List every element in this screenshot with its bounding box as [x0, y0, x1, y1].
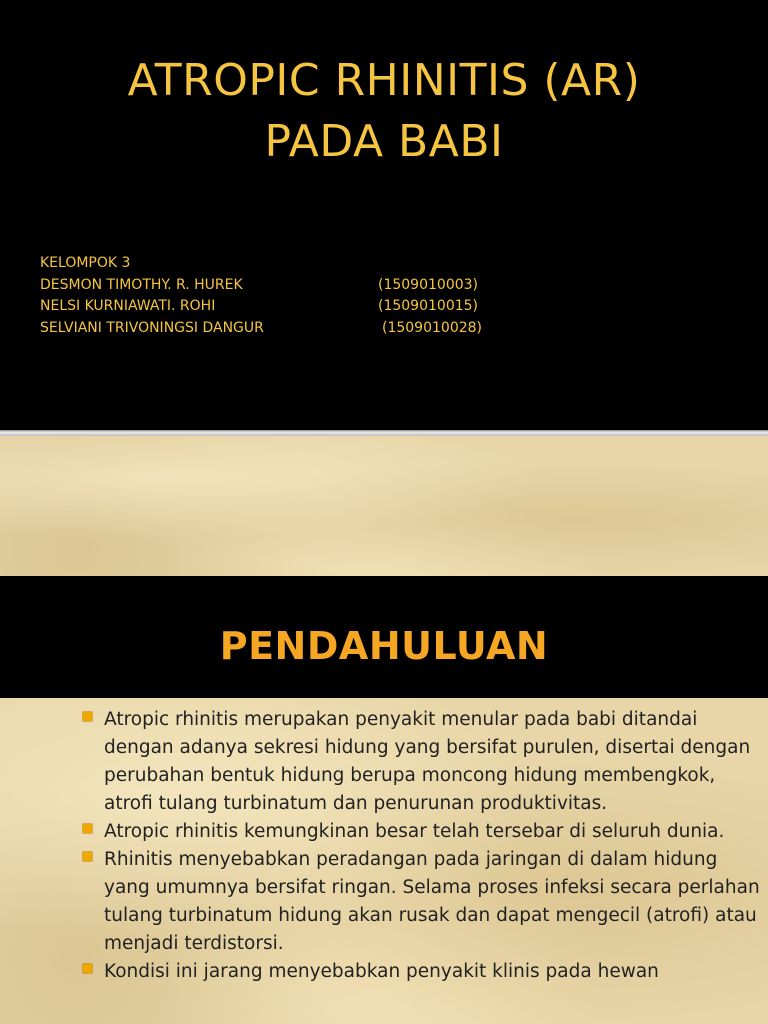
author-name: DESMON TIMOTHY. R. HUREK	[40, 276, 243, 293]
slide-title	[0, 50, 768, 172]
bullet-item: Kondisi ini jarang menyebabkan penyakit klinis pada hewan	[78, 958, 768, 986]
section-title: PENDAHULUAN	[219, 624, 549, 668]
bullet-list	[78, 706, 768, 986]
group-label: KELOMPOK 3	[40, 255, 131, 271]
bullet-item: Rhinitis menyebabkan peradangan pada jaringan di dalam hidung yang umumnya bersifat ringan. Selama proses infeksi secara perlahan tulang turbinatum hidung akan rusak dan dapat mengecil (atrofi) atau menjadi terdistorsi.	[78, 846, 768, 958]
author-row	[40, 275, 478, 297]
author-nim: (1509010028)	[382, 319, 482, 336]
author-row	[40, 318, 482, 340]
title-slide	[0, 0, 768, 430]
author-row	[40, 296, 478, 318]
author-name: NELSI KURNIAWATI. ROHI	[40, 298, 216, 314]
author-nim: (1509010003)	[378, 276, 478, 293]
author-nim: (1509010015)	[378, 298, 478, 314]
bullet-item: Atropic rhinitis merupakan penyakit menular pada babi ditandai dengan adanya sekresi hidung yang bersifat purulen, disertai dengan perubahan bentuk hidung berupa moncong hidung membengkok, atrofi tulang turbinatum dan penurunan produktivitas.	[78, 706, 768, 818]
parchment-band	[0, 436, 768, 576]
slide-title-line-2: PADA BABI	[264, 116, 504, 167]
author-name: SELVIANI TRIVONINGSI DANGUR	[40, 319, 264, 336]
author-block	[40, 253, 482, 339]
slide-title-line-1: ATROPIC RHINITIS (AR)	[127, 55, 641, 106]
bullet-item: Atropic rhinitis kemungkinan besar telah tersebar di seluruh dunia.	[78, 818, 768, 846]
